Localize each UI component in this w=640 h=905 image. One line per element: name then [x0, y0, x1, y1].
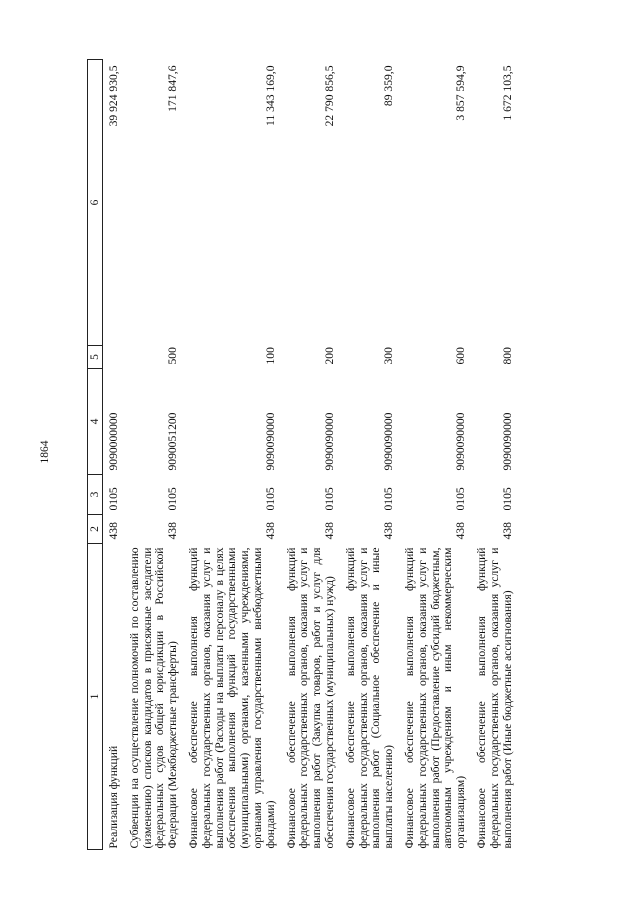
row-name: Субвенции на осуществление полномочий по составлению (изменению) списков кандидатов в присяжные заседатели федеральных судов общей юрисдикции в Российской Федерации (Межбюджетные трансферты) — [127, 547, 180, 849]
row-name: Финансовое обеспечение выполнения функций федеральных государственных органов, оказания услуг и выполнения работ (Расходы на выплаты персоналу в целях обеспечения выполнения функций государственными (муниципальными) органами, казенными учреждениями, органами управления государственными внебюджетными фондами) — [186, 547, 277, 849]
row-code-section: 0105 — [382, 487, 396, 511]
header-col-4: 4 — [88, 369, 103, 475]
row-code-target: 9090090000 — [454, 412, 468, 471]
table-row — [124, 60, 183, 850]
row-code-ministry: 438 — [382, 522, 396, 540]
header-col-1: 1 — [88, 544, 103, 850]
row-amount: 1 672 103,5 — [500, 65, 514, 121]
header-row — [88, 60, 103, 850]
table-row — [399, 60, 471, 850]
row-name: Реализация функций — [107, 745, 120, 849]
row-code-target: 9090000000 — [107, 412, 120, 471]
rotated-page-content — [87, 60, 572, 850]
row-code-section: 0105 — [322, 487, 336, 511]
row-code-target: 9090090000 — [382, 412, 396, 471]
table-row — [340, 60, 399, 850]
row-code-expense — [103, 346, 124, 369]
row-code-expense: 600 — [454, 347, 468, 365]
row-name: Финансовое обеспечение выполнения функций федеральных государственных органов, оказания услуг и выполнения работ (Социальное обеспечение и иные выплаты населению) — [343, 547, 396, 849]
row-code-expense: 800 — [500, 347, 514, 365]
row-code-section: 0105 — [263, 487, 277, 511]
row-code-ministry: 438 — [454, 522, 468, 540]
row-amount: 11 343 169,0 — [263, 65, 277, 126]
row-code-ministry: 438 — [107, 522, 120, 540]
row-amount: 3 857 594,9 — [454, 65, 468, 121]
row-code-ministry: 438 — [263, 522, 277, 540]
row-name: Финансовое обеспечение выполнения функций федеральных государственных органов, оказания услуг и выполнения работ (Иные бюджетные ассигнования) — [474, 547, 514, 849]
row-amount: 171 847,6 — [166, 65, 180, 112]
row-code-section: 0105 — [454, 487, 468, 511]
row-name: Финансовое обеспечение выполнения функций федеральных государственных органов, оказания услуг и выполнения работ (Закупка товаров, работ и услуг для обеспечения государственных (муниципальных) нужд) — [284, 547, 336, 849]
header-col-5: 5 — [88, 346, 103, 369]
header-col-6: 6 — [88, 60, 103, 346]
table-body — [103, 60, 518, 850]
row-amount: 22 790 856,5 — [322, 65, 336, 127]
row-code-section: 0105 — [166, 487, 180, 511]
table-row — [471, 60, 517, 850]
row-amount: 89 359,0 — [382, 65, 396, 107]
row-code-ministry: 438 — [166, 522, 180, 540]
table-header — [88, 60, 103, 850]
row-name: Финансовое обеспечение выполнения функций федеральных государственных органов, оказания услуг и выполнения работ (Предоставление субсидий бюджетным, автономным учреждениям и иным некоммерческим организациям) — [402, 547, 468, 849]
row-code-ministry: 438 — [322, 522, 336, 540]
row-code-section: 0105 — [107, 487, 120, 511]
row-code-target: 9090090000 — [263, 412, 277, 471]
row-code-ministry: 438 — [500, 522, 514, 540]
table-row — [281, 60, 340, 850]
page-number: 1864 — [39, 440, 51, 464]
table-row — [103, 60, 124, 850]
budget-table — [87, 59, 517, 850]
row-code-expense: 300 — [382, 347, 396, 365]
row-code-expense: 200 — [322, 347, 336, 365]
row-code-target: 9090090000 — [500, 412, 514, 471]
header-col-2: 2 — [88, 515, 103, 544]
row-code-target: 9090051200 — [166, 412, 180, 471]
row-amount: 39 924 930,5 — [107, 65, 120, 127]
header-col-3: 3 — [88, 475, 103, 515]
row-code-expense: 500 — [166, 347, 180, 365]
row-code-expense: 100 — [263, 347, 277, 365]
table-row — [183, 60, 281, 850]
row-code-target: 9090090000 — [322, 412, 336, 471]
row-code-section: 0105 — [500, 487, 514, 511]
